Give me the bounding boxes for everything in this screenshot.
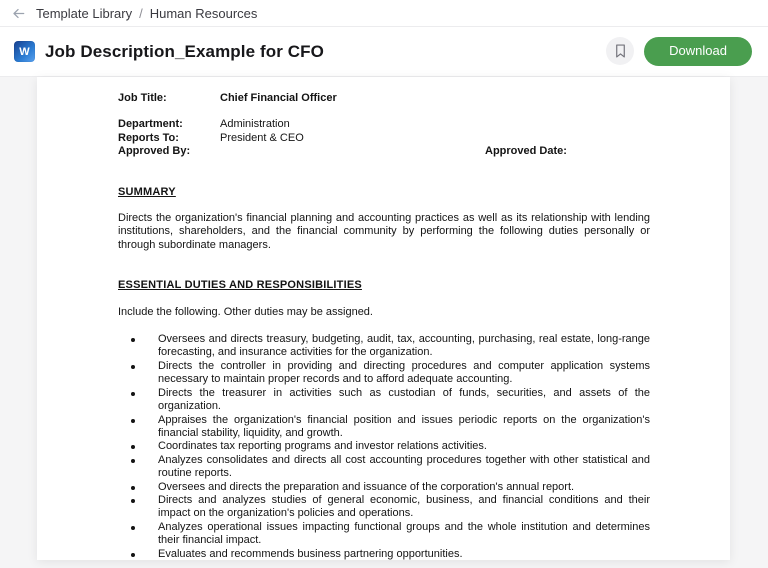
duties-heading: ESSENTIAL DUTIES AND RESPONSIBILITIES — [118, 279, 362, 292]
back-button[interactable] — [8, 3, 28, 23]
field-row-approved — [118, 145, 650, 158]
bookmark-icon — [614, 44, 627, 58]
list-item: Directs the controller in providing and directing procedures and computer application systems necessary to maintain proper records and to afford adequate accounting. — [118, 360, 650, 387]
bullet-icon — [131, 486, 135, 490]
department-value: Administration — [220, 118, 290, 131]
bookmark-button[interactable] — [606, 37, 634, 65]
bullet-icon — [131, 392, 135, 396]
list-item: Analyzes operational issues impacting functional groups and the whole institution and determines their financial impact. — [118, 521, 650, 548]
bullet-icon — [131, 338, 135, 342]
list-item: Oversees and directs the preparation and issuance of the corporation's annual report. — [118, 481, 650, 494]
duties-list — [118, 333, 650, 561]
list-item: Evaluates and recommends business partnering opportunities. — [118, 548, 650, 561]
job-title-value: Chief Financial Officer — [220, 92, 337, 104]
document-page — [37, 77, 730, 560]
field-row-job-title — [118, 92, 650, 105]
list-item: Analyzes consolidates and directs all cost accounting procedures together with other statistical and routine reports. — [118, 454, 650, 481]
breadcrumb-separator: / — [139, 5, 143, 21]
field-row-reports-to — [118, 132, 650, 145]
breadcrumb-template-library[interactable]: Template Library — [36, 5, 133, 21]
title-actions — [606, 37, 752, 65]
bullet-icon — [131, 553, 135, 557]
arrow-left-icon — [11, 6, 26, 21]
approved-date-label: Approved Date: — [485, 145, 567, 158]
word-file-icon: W — [14, 41, 35, 62]
bullet-icon — [131, 459, 135, 463]
bullet-icon — [131, 365, 135, 369]
reports-to-value: President & CEO — [220, 131, 304, 144]
list-item: Appraises the organization's financial position and issues periodic reports on the organization's financial stability, liquidity, and growth. — [118, 414, 650, 441]
summary-paragraph: Directs the organization's financial planning and accounting practices as well as its relationship with lending institutions, shareholders, and the financial community by performing the following duties personally or through subordinate managers. — [118, 212, 650, 251]
summary-heading: SUMMARY — [118, 185, 176, 198]
department-label: Department: — [118, 118, 183, 131]
list-item: Coordinates tax reporting programs and investor relations activities. — [118, 440, 650, 453]
bullet-icon — [131, 499, 135, 503]
reports-to-label: Reports To: — [118, 131, 179, 144]
bullet-icon — [131, 526, 135, 530]
list-item: Directs the treasurer in activities such as custodian of funds, securities, and assets of the organization. — [118, 387, 650, 414]
bullet-icon — [131, 445, 135, 449]
duties-intro: Include the following. Other duties may be assigned. — [118, 305, 373, 318]
breadcrumb-human-resources[interactable]: Human Resources — [149, 5, 258, 21]
bullet-icon — [131, 419, 135, 423]
title-bar — [0, 27, 768, 77]
breadcrumb-bar — [0, 0, 768, 27]
list-item: Oversees and directs treasury, budgeting, audit, tax, accounting, purchasing, real estate, long-range forecasting, and insurance activities for the organization. — [118, 333, 650, 360]
list-item: Directs and analyzes studies of general economic, business, and financial conditions and their impact on the organization's policies and operations. — [118, 494, 650, 521]
field-row-department — [118, 118, 650, 131]
page-title: Job Description_Example for CFO — [45, 41, 324, 61]
breadcrumb — [36, 6, 257, 21]
download-button[interactable]: Download — [644, 37, 752, 65]
document-viewer-area — [0, 77, 768, 568]
job-title-label: Job Title: — [118, 92, 167, 104]
approved-by-label: Approved By: — [118, 145, 191, 158]
